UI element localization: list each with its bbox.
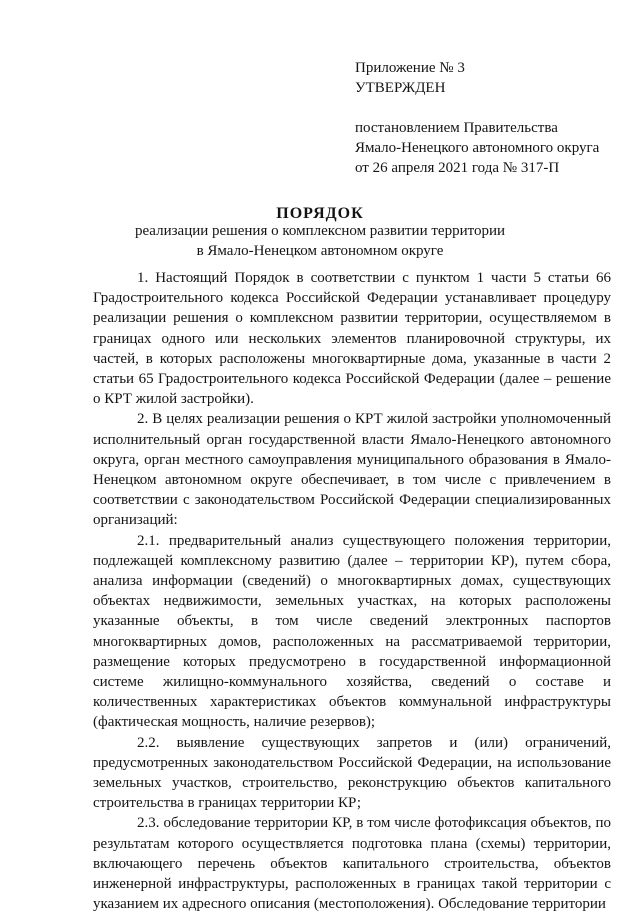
paragraph-2-2: 2.2. выявление существующих запретов и (или) ограничений, предусмотренных законодательством Российской Федерации, на использование земельных участков, строительство, реконструкцию объектов капитального строительства в границах территории КР; [93, 734, 611, 812]
approval-header [355, 58, 625, 178]
paragraph-1: 1. Настоящий Порядок в соответствии с пунктом 1 части 5 статьи 66 Градостроительного кодекса Российской Федерации устанавливает процедуру реализации решения о комплексном развитии территории, осуществляемом в границах одного или нескольких элементов планировочной структуры, их частей, в которых расположены многоквартирные дома, указанные в части 2 статьи 65 Градостроительного кодекса Российской Федерации (далее – решение о КРТ жилой застройки). [93, 270, 611, 408]
document-body [93, 268, 611, 915]
document-title: ПОРЯДОК [276, 205, 364, 222]
decree-line-1: постановлением Правительства [355, 120, 558, 136]
decree-line-2: Ямало-Ненецкого автономного округа [355, 140, 600, 156]
appendix-label: Приложение № 3 [355, 60, 465, 76]
approved-label: УТВЕРЖДЕН [355, 80, 446, 96]
paragraph-2-3: 2.3. обследование территории КР, в том числе фотофиксация объектов, по результатам которого осуществляется подготовка плана (схемы) территории, включающего перечень объектов капитального строительства, объектов инженерной инфраструктуры, расположенных в границах такой территории с указанием их адресного описания (местоположения). Обследование территории [93, 815, 611, 913]
subtitle-line-1: реализации решения о комплексном развитии территории [134, 223, 506, 239]
document-subtitle [0, 221, 640, 261]
paragraph-2: 2. В целях реализации решения о КРТ жилой застройки уполномоченный исполнительный орган государственной власти Ямало-Ненецкого автономного округа, орган местного самоуправления муниципального образования в Ямало-Ненецком автономном округе обеспечивает, в том числе с привлечением в соответствии с законодательством Российской Федерации специализированных организаций: [93, 411, 611, 529]
subtitle-line-2: в Ямало-Ненецком автономном округе [196, 243, 444, 259]
paragraph-2-1: 2.1. предварительный анализ существующего положения территории, подлежащей комплексному развитию (далее – территории КР), путем сбора, анализа информации (сведений) о многоквартирных домах, существующих объектах недвижимости, земельных участках, на которых расположены указанные объекты, в том числе сведений электронных паспортов многоквартирных домов, расположенных на рассматриваемой территории, размещение которых предусмотрено в государственной информационной системе жилищно-коммунального хозяйства, сведений о составе и количественных характеристиках объектов коммунальной инфраструктуры (фактическая мощность, наличие резервов); [93, 532, 611, 731]
decree-line-3: от 26 апреля 2021 года № 317-П [355, 160, 560, 176]
